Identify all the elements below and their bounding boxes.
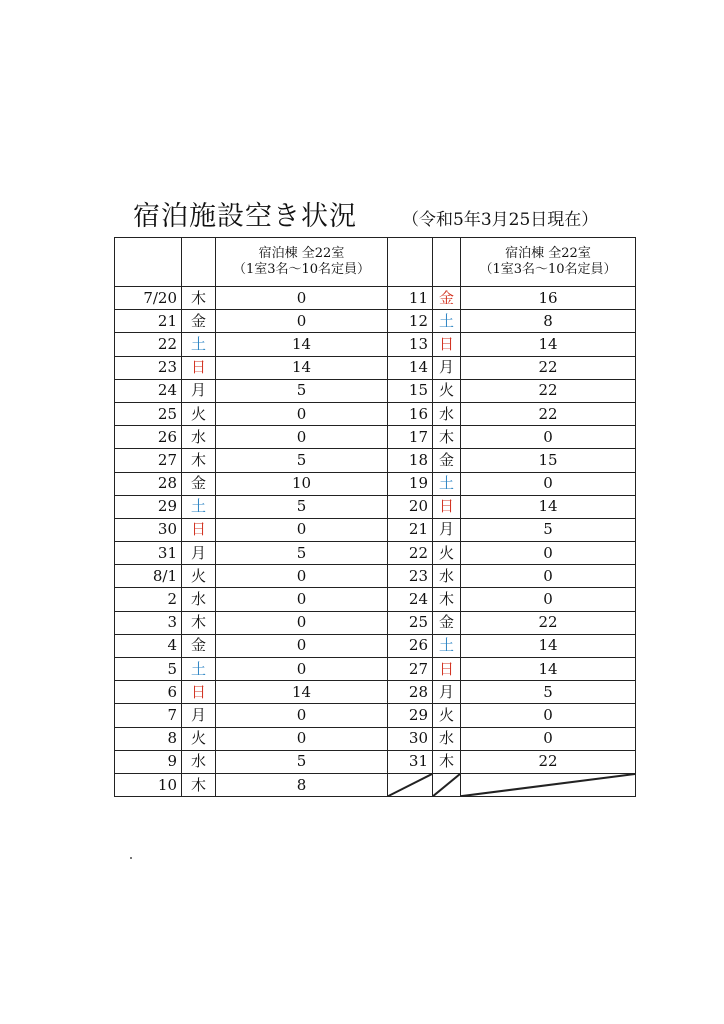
right-weekday-cell: 火 xyxy=(433,379,461,402)
table-row xyxy=(115,681,636,704)
left-weekday-cell: 水 xyxy=(182,588,216,611)
left-weekday-cell: 木 xyxy=(182,449,216,472)
right-vacancy-cell: 15 xyxy=(461,449,636,472)
table-row xyxy=(115,704,636,727)
right-vacancy-cell: 0 xyxy=(461,565,636,588)
left-weekday-cell: 日 xyxy=(182,681,216,704)
left-vacancy-cell: 0 xyxy=(216,727,388,750)
right-date-cell: 17 xyxy=(388,426,433,449)
left-date-cell: 3 xyxy=(115,611,182,634)
right-weekday-cell: 水 xyxy=(433,565,461,588)
header-blank-date-right xyxy=(388,238,433,287)
table-row xyxy=(115,472,636,495)
right-date-cell: 24 xyxy=(388,588,433,611)
right-weekday-cell: 水 xyxy=(433,727,461,750)
left-date-cell: 8/1 xyxy=(115,565,182,588)
left-weekday-cell: 月 xyxy=(182,379,216,402)
right-vacancy-cell: 14 xyxy=(461,495,636,518)
left-weekday-cell: 月 xyxy=(182,704,216,727)
left-weekday-cell: 水 xyxy=(182,426,216,449)
diagonal-strike xyxy=(388,774,432,796)
left-date-cell: 29 xyxy=(115,495,182,518)
left-weekday-cell: 金 xyxy=(182,634,216,657)
left-weekday-cell: 火 xyxy=(182,727,216,750)
left-date-cell: 10 xyxy=(115,773,182,796)
left-date-cell: 2 xyxy=(115,588,182,611)
table-row xyxy=(115,750,636,773)
left-vacancy-cell: 5 xyxy=(216,542,388,565)
left-vacancy-cell: 0 xyxy=(216,634,388,657)
left-date-cell: 8 xyxy=(115,727,182,750)
left-weekday-cell: 月 xyxy=(182,542,216,565)
right-weekday-cell: 金 xyxy=(433,449,461,472)
left-vacancy-cell: 0 xyxy=(216,704,388,727)
left-vacancy-cell: 0 xyxy=(216,402,388,425)
right-weekday-cell: 水 xyxy=(433,402,461,425)
table-row xyxy=(115,287,636,310)
right-vacancy-cell: 8 xyxy=(461,310,636,333)
left-date-cell: 31 xyxy=(115,542,182,565)
right-vacancy-cell: 22 xyxy=(461,356,636,379)
right-weekday-cell: 日 xyxy=(433,333,461,356)
left-date-cell: 25 xyxy=(115,402,182,425)
right-weekday-cell: 金 xyxy=(433,287,461,310)
right-weekday-cell: 土 xyxy=(433,310,461,333)
table-row xyxy=(115,495,636,518)
right-vacancy-cell-empty xyxy=(461,773,636,796)
right-weekday-cell: 土 xyxy=(433,472,461,495)
table-row xyxy=(115,449,636,472)
table-row xyxy=(115,588,636,611)
table-row xyxy=(115,402,636,425)
right-vacancy-cell: 5 xyxy=(461,681,636,704)
diagonal-strike xyxy=(461,774,635,796)
availability-table xyxy=(114,237,636,797)
right-date-cell: 25 xyxy=(388,611,433,634)
left-date-cell: 27 xyxy=(115,449,182,472)
right-vacancy-cell: 22 xyxy=(461,611,636,634)
left-date-cell: 24 xyxy=(115,379,182,402)
left-header xyxy=(216,238,388,287)
right-date-cell: 19 xyxy=(388,472,433,495)
right-vacancy-cell: 0 xyxy=(461,588,636,611)
right-date-cell: 30 xyxy=(388,727,433,750)
right-date-cell: 29 xyxy=(388,704,433,727)
left-vacancy-cell: 8 xyxy=(216,773,388,796)
right-weekday-cell: 日 xyxy=(433,495,461,518)
left-vacancy-cell: 0 xyxy=(216,518,388,541)
table-row xyxy=(115,634,636,657)
right-weekday-cell: 木 xyxy=(433,426,461,449)
right-date-cell: 14 xyxy=(388,356,433,379)
left-header-capacity: （1室3名～10名定員） xyxy=(232,262,371,277)
table-row xyxy=(115,310,636,333)
right-vacancy-cell: 0 xyxy=(461,704,636,727)
left-weekday-cell: 土 xyxy=(182,658,216,681)
left-date-cell: 6 xyxy=(115,681,182,704)
left-date-cell: 5 xyxy=(115,658,182,681)
diagonal-strike xyxy=(433,774,460,796)
left-vacancy-cell: 14 xyxy=(216,333,388,356)
right-vacancy-cell: 22 xyxy=(461,402,636,425)
left-vacancy-cell: 5 xyxy=(216,379,388,402)
right-weekday-cell: 木 xyxy=(433,750,461,773)
right-date-cell: 11 xyxy=(388,287,433,310)
left-vacancy-cell: 14 xyxy=(216,356,388,379)
right-date-cell: 27 xyxy=(388,658,433,681)
table-row xyxy=(115,658,636,681)
right-weekday-cell: 月 xyxy=(433,356,461,379)
header-blank-day xyxy=(182,238,216,287)
right-vacancy-cell: 0 xyxy=(461,542,636,565)
right-date-cell: 13 xyxy=(388,333,433,356)
table-row xyxy=(115,333,636,356)
left-vacancy-cell: 0 xyxy=(216,287,388,310)
table-row xyxy=(115,773,636,796)
right-weekday-cell: 月 xyxy=(433,681,461,704)
left-vacancy-cell: 0 xyxy=(216,611,388,634)
header-blank-date xyxy=(115,238,182,287)
table-row xyxy=(115,356,636,379)
left-weekday-cell: 金 xyxy=(182,310,216,333)
left-date-cell: 7/20 xyxy=(115,287,182,310)
table-row xyxy=(115,379,636,402)
right-date-cell: 12 xyxy=(388,310,433,333)
left-vacancy-cell: 0 xyxy=(216,565,388,588)
right-vacancy-cell: 22 xyxy=(461,750,636,773)
left-weekday-cell: 木 xyxy=(182,287,216,310)
left-date-cell: 23 xyxy=(115,356,182,379)
right-weekday-cell: 日 xyxy=(433,658,461,681)
left-date-cell: 28 xyxy=(115,472,182,495)
right-weekday-cell: 金 xyxy=(433,611,461,634)
right-header-capacity: （1室3名～10名定員） xyxy=(479,262,617,277)
right-vacancy-cell: 14 xyxy=(461,634,636,657)
left-weekday-cell: 木 xyxy=(182,611,216,634)
right-weekday-cell-empty xyxy=(433,773,461,796)
left-vacancy-cell: 5 xyxy=(216,449,388,472)
right-date-cell: 22 xyxy=(388,542,433,565)
left-vacancy-cell: 5 xyxy=(216,750,388,773)
right-date-cell-empty xyxy=(388,773,433,796)
left-date-cell: 4 xyxy=(115,634,182,657)
table-row xyxy=(115,542,636,565)
right-weekday-cell: 月 xyxy=(433,518,461,541)
right-vacancy-cell: 0 xyxy=(461,727,636,750)
left-date-cell: 9 xyxy=(115,750,182,773)
right-weekday-cell: 火 xyxy=(433,704,461,727)
header-blank-day-right xyxy=(433,238,461,287)
left-vacancy-cell: 0 xyxy=(216,658,388,681)
right-date-cell: 31 xyxy=(388,750,433,773)
right-date-cell: 23 xyxy=(388,565,433,588)
scan-speck xyxy=(130,857,132,859)
left-weekday-cell: 土 xyxy=(182,495,216,518)
page-title: 宿泊施設空き状況 xyxy=(133,201,357,232)
left-date-cell: 7 xyxy=(115,704,182,727)
right-header-title: 宿泊棟 全22室 xyxy=(505,245,591,261)
left-vacancy-cell: 5 xyxy=(216,495,388,518)
left-weekday-cell: 日 xyxy=(182,356,216,379)
left-vacancy-cell: 0 xyxy=(216,588,388,611)
left-date-cell: 21 xyxy=(115,310,182,333)
right-weekday-cell: 土 xyxy=(433,634,461,657)
right-vacancy-cell: 14 xyxy=(461,333,636,356)
left-weekday-cell: 木 xyxy=(182,773,216,796)
right-date-cell: 26 xyxy=(388,634,433,657)
right-date-cell: 21 xyxy=(388,518,433,541)
as-of-date: （令和5年3月25日現在） xyxy=(402,210,599,230)
left-weekday-cell: 日 xyxy=(182,518,216,541)
right-vacancy-cell: 16 xyxy=(461,287,636,310)
left-vacancy-cell: 10 xyxy=(216,472,388,495)
right-date-cell: 15 xyxy=(388,379,433,402)
right-vacancy-cell: 22 xyxy=(461,379,636,402)
right-date-cell: 16 xyxy=(388,402,433,425)
right-vacancy-cell: 0 xyxy=(461,472,636,495)
right-date-cell: 20 xyxy=(388,495,433,518)
left-date-cell: 22 xyxy=(115,333,182,356)
table-row xyxy=(115,426,636,449)
right-weekday-cell: 火 xyxy=(433,542,461,565)
table-row xyxy=(115,611,636,634)
left-vacancy-cell: 0 xyxy=(216,426,388,449)
left-weekday-cell: 火 xyxy=(182,402,216,425)
right-date-cell: 18 xyxy=(388,449,433,472)
right-vacancy-cell: 0 xyxy=(461,426,636,449)
right-vacancy-cell: 5 xyxy=(461,518,636,541)
left-vacancy-cell: 0 xyxy=(216,310,388,333)
right-vacancy-cell: 14 xyxy=(461,658,636,681)
left-header-title: 宿泊棟 全22室 xyxy=(258,245,345,261)
table-row xyxy=(115,727,636,750)
left-weekday-cell: 金 xyxy=(182,472,216,495)
left-weekday-cell: 土 xyxy=(182,333,216,356)
table-row xyxy=(115,518,636,541)
table-header-row xyxy=(115,238,636,287)
right-weekday-cell: 木 xyxy=(433,588,461,611)
left-vacancy-cell: 14 xyxy=(216,681,388,704)
right-date-cell: 28 xyxy=(388,681,433,704)
left-date-cell: 26 xyxy=(115,426,182,449)
left-date-cell: 30 xyxy=(115,518,182,541)
table-row xyxy=(115,565,636,588)
left-weekday-cell: 火 xyxy=(182,565,216,588)
right-header xyxy=(461,238,636,287)
left-weekday-cell: 水 xyxy=(182,750,216,773)
